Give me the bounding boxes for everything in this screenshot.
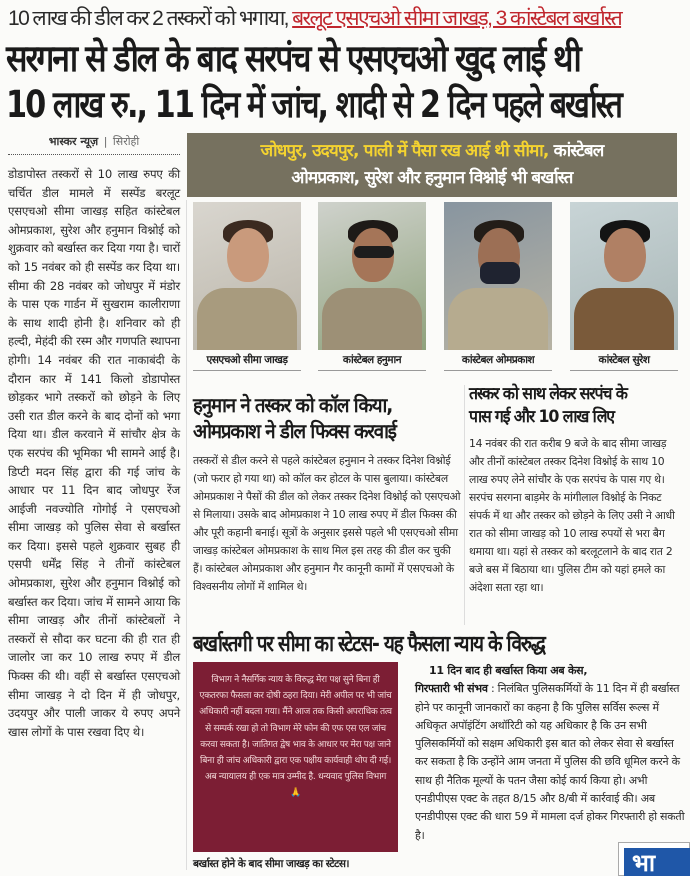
story1-body: तस्करों से डील करने से पहले कांस्टेबल हनुमान ने तस्कर दिनेश विश्नोई (जो फरार हो गया था) को कॉल कर होटल के पास बुलाया। कांस्टेबल ओमप्रकाश ने पैसों की डील को लेकर तस्कर दिनेश विश्नोई को एसएचओ से मिलाया। उसके बाद ओमप्रकाश ने 10 लाख रुपए में डील फिक्स की और पूरी कहानी बनाई। सूत्रों के अनुसार इससे पहले भी एसएचओ सीमा जाखड़ कांस्टेबल ओमप्रकाश के साथ मिल इस तरह की डील कर चुकी हैं। कांस्टेबल ओमप्रकाश और हनुमान गैर कानूनी कामों में एसएचओ के विश्वसनीय लोगों में शामिल थे। [193,454,461,593]
kicker-line [8,4,684,34]
banner-line-2: ओमप्रकाश, सुरेश और हनुमान विश्नोई भी बर्खास्त [291,168,573,188]
headline-line-1: सरगना से डील के बाद सरपंच से एसएचओ खुद लाई थी [6,37,580,80]
story3-lead-line-1: 11 दिन बाद ही बर्खास्त किया अब केस, [429,664,588,677]
banner [187,133,677,197]
byline-city: सिरोही [112,135,140,148]
logo-mark: भा [624,848,690,876]
column-divider [186,200,187,870]
photo-caption: कांस्टेबल हनुमान [318,352,426,371]
byline-agency: भास्कर न्यूज़ [48,135,99,148]
photo-suresh [570,202,678,350]
photo-caption: कांस्टेबल सुरेश [570,352,678,371]
story2-heading-line-1: तस्कर को साथ लेकर सरपंच के [469,384,627,404]
left-column [8,132,180,741]
story1-heading-line-2: ओमप्रकाश ने डील फिक्स करवाई [193,419,396,443]
status-text: विभाग ने नैसर्गिक न्याय के विरुद्ध मेरा पक्ष सुने बिना ही एकतरफा फैसला कर दोषी ठहरा दिया। मेरी अपील पर भी जांच अधिकारी नहीं बदला गया। मैंने आज तक किसी अपराधिक तत्व से सम्पर्क रखा हो तो विभाग मेरे फोन की एफ एस एल जांच करवा सकता है। जातिगत द्वेष भाव के आधार पर मेरा पक्ष जाने बिना ही जांच अधिकारी द्वारा एक पक्षीय कार्यवाही थोप दी गई। अब न्यायालय ही एक मात्र उम्मीद है. धन्यवाद पुलिस विभाग 🙏 [199,675,392,799]
banner-highlight: जोधपुर, उदयपुर, पाली में पैसा रख आई थी सीमा, [260,141,549,161]
story2-heading-line-2: पास गई और 10 लाख लिए [469,407,614,427]
story1-heading [193,392,396,444]
publication-logo [618,842,690,876]
byline-separator: | [103,135,108,148]
column-divider [464,385,465,625]
status-screenshot-box [193,662,398,852]
story1-heading-line-1: हनुमान ने तस्कर को कॉल किया, [193,393,393,417]
photo-caption: एसएचओ सीमा जाखड़ [193,352,301,371]
story2-body: 14 नवंबर की रात करीब 9 बजे के बाद सीमा जाखड़ और तीनों कांस्टेबल तस्कर दिनेश विश्नोई के साथ 10 लाख रुपए लेने सांचौर के एक सरपंच के पास गए थे। सरपंच सरगना बाड़मेर के मांगीलाल विश्नोई के निकट संपर्क में था और तस्कर को छोड़ने के लिए उसी ने आधी रात को सीमा जाखड़ को 10 लाख रुपयों से भरा बैग थमाया था। यहां से तस्कर को बरलूटलाने के बाद रात 2 बजे बस में बिठाया था। पुलिस टीम को यहां हमले का अंदेशा सता रहा था। [469,437,675,594]
kicker-lead: 10 लाख की डील कर 2 तस्करों को भगाया, [8,7,293,30]
story3-lead-line-2: गिरफ्तारी भी संभव [415,682,488,696]
headline-line-2: 10 लाख रु., 11 दिन में जांच, शादी से 2 दिन पहले बर्खास्त [6,83,621,126]
kicker-highlight: बरलूट एसएचओ सीमा जाखड़, 3 कांस्टेबल बर्खास्त [292,7,622,30]
photo-hanuman [318,202,426,350]
status-section-heading: बर्खास्तगी पर सीमा का स्टेटस- यह फैसला न्याय के विरुद्ध [193,632,545,657]
byline [8,132,180,152]
dotted-divider [8,154,180,155]
banner-rest: कांस्टेबल [548,141,604,161]
story3 [415,662,687,845]
photo-strip [193,200,683,375]
status-caption: बर्खास्त होने के बाद सीमा जाखड़ का स्टेटस। [193,858,350,870]
photo-seema-jakhar [193,202,301,350]
left-column-body: डोडापोस्त तस्करों से 10 लाख रुपए की चर्चित डील मामले में सस्पेंड बरलूट एसएचओ सीमा जाखड़ सहित कांस्टेबल ओमप्रकाश, सुरेश और हनुमान विश्नोई को शुक्रवार को बर्खास्त कर दिया गया है। चारों को 15 नवंबर को ही सस्पेंड कर दिया था। सीमा की 28 नवंबर को जोधपुर में मंडोर के पास एक गार्डन में सुखराम कालीराणा के साथ शादी होनी है। शनिवार को ही हल्दी, मेहंदी की रस्म और गणपति स्थापना होगी। 14 नवंबर की रात नाकाबंदी के दौरान कार में 141 किलो डोडापोस्त छोड़कर भागे तस्करों को छोड़ने के लिए उसी रात डील करने के बाद दोनों को भगा दिया था। डील करवाने में सांचौर क्षेत्र के एक सरपंच की भूमिका भी सामने आई है। डिप्टी मदन सिंह द्वारा की गई जांच के आधार पर 11 दिन बाद जोधपुर रेंज आईजी नवज्योति गोगोई ने एसएचओ सीमा जाखड़ को पुलिस सेवा से बर्खास्त कर दिया। इससे पहले शुक्रवार सुबह ही एसपी धर्मेंद्र सिंह ने तीनों कांस्टेबल ओमप्रकाश, सुरेश और हनुमान विश्नोई को बर्खास्त कर दिया। जांच में सामने आया कि सीमा जाखड़ और तीनों कांस्टेबलों ने तस्करों से सौदा कर घटना की ही रात ही जालोर जा कर 10 लाख रुपए में डील फिक्स की थी। वहीं से बर्खास्त एसएचओ सीमा जाखड़ ने दो दिन में ही जोधपुर, उदयपुर और पाली जाकर ये रुपए अपने खास लोगों के पास रखवा दिए थे। [8,167,180,739]
story2-heading [469,383,627,429]
story3-body: : निलंबित पुलिसकर्मियों के 11 दिन में ही बर्खास्त होने पर कानूनी जानकारों का कहना है कि पुलिस सर्विस रूल्स में अधिकृत अपॉइंटिंग अथॉरिटी को यह अधिकार है कि उन सभी पुलिसकर्मियों को सक्षम अधिकारी इस बात को लेकर सेवा से बर्खास्त कर सकता है कि उन्होंने आम जनता में पुलिस की छवि धूमिल करने के साथ ही नैतिक मूल्यों के पतन जैसा कोई कार्य किया हो। अभी एनडीपीएस एक्ट के तहत 8/15 और 8/बी में कार्रवाई की। अब एनडीपीएस एक्ट की धारा 59 में मामला दर्ज होकर गिरफ्तारी हो सकती है। [415,682,685,842]
photo-omprakash [444,202,552,350]
photo-caption: कांस्टेबल ओमप्रकाश [444,352,552,371]
